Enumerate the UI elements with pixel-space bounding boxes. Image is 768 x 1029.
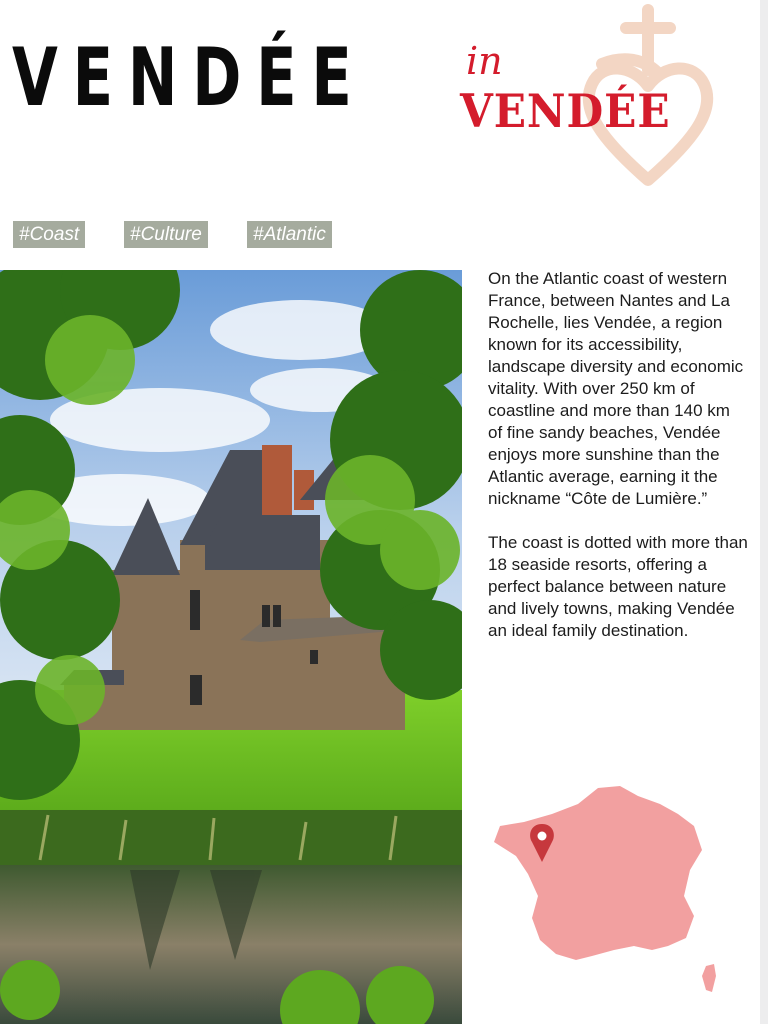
france-map [480,770,740,1020]
corsica-shape [702,964,716,992]
region-description [488,268,748,664]
description-paragraph: On the Atlantic coast of western France, between Nantes and La Rochelle, lies Vendée, a region known for its accessibility, landscape diversity and economic vitality. With over 250 km of coastline and more than 140 km of fine sandy beaches, Vendée enjoys more sunshine than the Atlantic average, earning it the nickname “Côte de Lumière.” [488,269,744,508]
tag-culture: #Culture [124,221,208,248]
page-edge [760,0,768,1024]
tag-coast: #Coast [13,221,85,248]
tag-atlantic: #Atlantic [247,221,332,248]
logo-wordmark: VENDÉE [460,84,671,138]
castle-photo [0,270,462,1024]
vendee-logo [452,0,752,200]
description-paragraph: The coast is dotted with more than 18 seaside resorts, offering a perfect balance between nature and lively towns, making Vendée an ideal family destination. [488,533,748,640]
page-title: VENDÉE [12,31,367,124]
logo-in-text: in [466,39,503,83]
france-mainland-shape [494,786,702,960]
